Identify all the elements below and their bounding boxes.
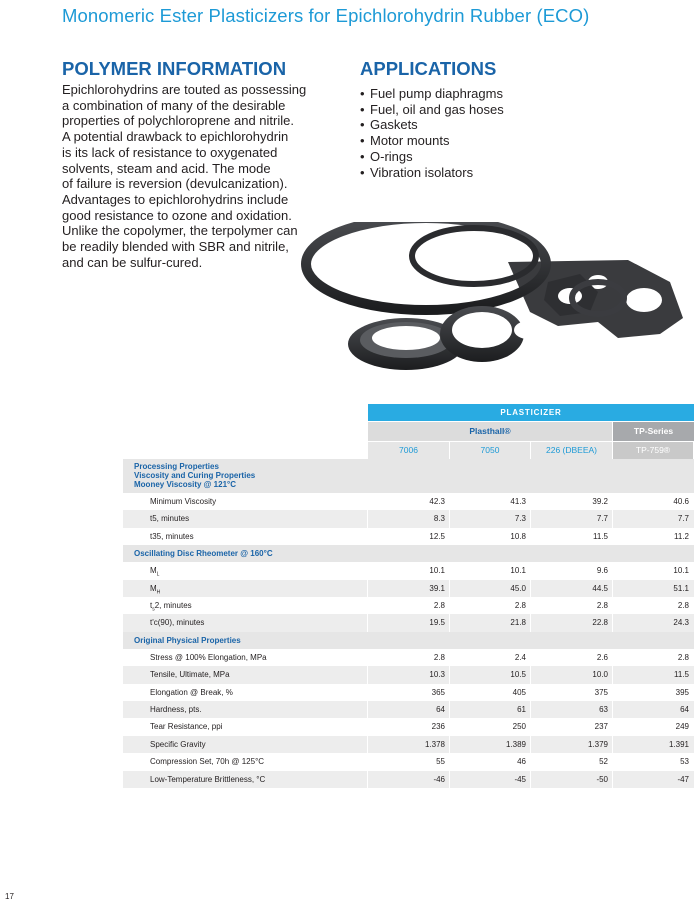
table-cell: 365 (431, 687, 445, 697)
table-row (123, 701, 694, 718)
table-cell: -46 (433, 774, 445, 784)
table-row (123, 528, 694, 545)
table-cell: 10.1 (673, 566, 689, 576)
table-row (123, 510, 694, 527)
table-cell: 44.5 (592, 583, 608, 593)
table-row (123, 649, 694, 666)
application-label: Vibration isolators (370, 164, 474, 180)
table-cell: 12.5 (429, 531, 445, 541)
application-label: Gaskets (370, 117, 418, 133)
table-cell: 2.4 (514, 652, 526, 662)
table-cell: 41.3 (510, 497, 526, 506)
table-cell: 40.6 (673, 497, 689, 506)
document-title: Monomeric Ester Plasticizers for Epichlorohydrin Rubber (ECO) (62, 5, 590, 26)
row-label-main: M (150, 566, 157, 576)
family-tp-series: TP-Series (613, 422, 694, 441)
table-cell: 2.8 (433, 652, 445, 662)
row-label: Hardness, pts. (150, 705, 202, 714)
grade-header-row (368, 442, 694, 459)
application-label: Fuel, oil and gas hoses (370, 101, 504, 117)
applications-heading: APPLICATIONS (360, 58, 497, 79)
table-cell: 250 (512, 722, 526, 732)
table-cell: 9.6 (596, 566, 608, 576)
row-label-main: t (150, 601, 153, 610)
application-item (360, 149, 504, 165)
row-label: Compression Set, 70h @ 125°C (150, 757, 265, 767)
row-label-main: M (150, 583, 157, 593)
table-cell: 64 (436, 705, 445, 714)
polymer-text-line: Epichlorohydrins are touted as possessing (62, 82, 307, 97)
section-title-line: Viscosity and Curing Properties (134, 471, 256, 480)
table-cell: 7.3 (514, 514, 526, 524)
family-header-row (368, 422, 694, 439)
application-label: O-rings (370, 148, 413, 164)
row-label-subscript: H (156, 589, 161, 596)
table-cell: 8.3 (433, 514, 445, 524)
polymer-information-heading: POLYMER INFORMATION (62, 58, 287, 79)
table-cell: 11.5 (593, 531, 608, 541)
table-cell: 51.1 (673, 583, 689, 593)
row-label-rest: 2, minutes (154, 601, 192, 610)
table-row (123, 614, 694, 631)
table-cell: 22.8 (592, 618, 608, 628)
polymer-text-line: be readily blended with SBR and nitrile, (62, 239, 289, 255)
section-header (123, 459, 694, 493)
row-label-subscript: L (156, 571, 160, 578)
table-cell: 7.7 (677, 514, 689, 524)
table-cell: 39.1 (429, 583, 445, 593)
application-item (360, 86, 504, 102)
table-cell: 2.8 (596, 601, 608, 610)
section-title-line: Processing Properties (134, 462, 219, 471)
table-row (123, 666, 694, 683)
application-label: Motor mounts (370, 133, 450, 149)
table-cell: 52 (599, 757, 608, 767)
section-title (134, 462, 255, 489)
row-label: Elongation @ Break, % (150, 687, 233, 697)
table-cell: -50 (596, 774, 608, 784)
table-cell: 10.8 (510, 531, 526, 541)
table-cell: 2.8 (677, 601, 689, 610)
section-header (123, 545, 694, 562)
section-title-line: Oscillating Disc Rheometer @ 160°C (134, 549, 273, 559)
table-row (123, 718, 694, 735)
table-cell: 61 (517, 705, 526, 714)
table-cell: 1.378 (424, 739, 445, 749)
row-label-subscript: s (152, 606, 155, 613)
polymer-text-line: is its lack of resistance to oxygenated (62, 144, 278, 160)
bullet-icon: • (360, 101, 365, 117)
polymer-text-line: Unlike the copolymer, the terpolymer can (62, 223, 298, 239)
table-cell: 375 (594, 687, 608, 697)
table-cell: 10.3 (429, 670, 445, 680)
table-cell: 21.8 (510, 618, 526, 628)
table-cell: 11.5 (674, 670, 689, 680)
plasticizer-band: PLASTICIZER (368, 404, 694, 421)
polymer-text-line: A potential drawback to epichlorohydrin (62, 129, 289, 145)
polymer-text-line: Advantages to epichlorohydrins include (62, 191, 289, 207)
section-title (134, 549, 273, 558)
bullet-icon: • (360, 86, 365, 101)
table-cell: -47 (677, 774, 689, 784)
rubber-seals-photo (298, 222, 698, 398)
table-cell: 1.389 (505, 739, 526, 749)
table-cell: 405 (512, 687, 526, 697)
table-cell: 236 (431, 722, 445, 732)
table-cell: 63 (599, 705, 608, 714)
table-cell: 10.0 (592, 670, 608, 680)
table-cell: 2.8 (514, 601, 526, 610)
table-row (123, 771, 694, 788)
polymer-information-text (62, 82, 324, 270)
table-cell: 10.5 (510, 670, 526, 680)
table-row (123, 753, 694, 770)
table-cell: 45.0 (510, 583, 526, 593)
section-title (134, 636, 241, 645)
page-number: 17 (5, 892, 14, 901)
application-item (360, 117, 504, 133)
polymer-text-line: solvents, steam and acid. The mode (62, 160, 271, 176)
table-cell: -45 (514, 774, 526, 784)
table-cell: 39.2 (592, 497, 608, 506)
bullet-icon: • (360, 133, 365, 149)
row-label: Specific Gravity (150, 739, 206, 749)
grade-header: 226 (DBEEA) (531, 442, 613, 459)
bullet-icon: • (360, 148, 365, 164)
row-label: Tensile, Ultimate, MPa (150, 670, 230, 680)
table-cell: 53 (680, 757, 689, 767)
table-cell: 46 (517, 757, 526, 767)
polymer-text-line: of failure is reversion (devulcanization). (62, 176, 288, 192)
polymer-text-line: a combination of many of the desirable (62, 97, 286, 113)
polymer-text-line: good resistance to ozone and oxidation. (62, 207, 292, 223)
applications-list (360, 86, 504, 180)
table-cell: 24.3 (673, 618, 689, 628)
table-row (123, 684, 694, 701)
bullet-icon: • (360, 117, 365, 133)
table-cell: 19.5 (429, 618, 445, 628)
table-cell: 2.8 (433, 601, 445, 610)
bullet-icon: • (360, 164, 365, 180)
row-label: t35, minutes (150, 531, 194, 541)
table-row (123, 736, 694, 753)
table-cell: 395 (675, 687, 689, 697)
polymer-text-line: and can be sulfur-cured. (62, 254, 203, 270)
table-cell: 64 (680, 705, 689, 714)
row-label: Minimum Viscosity (150, 497, 217, 506)
grade-header: 7050 (450, 442, 531, 459)
application-item (360, 133, 504, 149)
row-label: Low-Temperature Brittleness, °C (150, 774, 266, 784)
section-header (123, 632, 694, 649)
table-row (123, 493, 694, 510)
application-item (360, 102, 504, 118)
table-cell: 1.391 (668, 739, 689, 749)
table-cell: 11.2 (674, 531, 689, 541)
table-cell: 55 (436, 757, 445, 767)
application-item (360, 165, 504, 181)
row-label: Stress @ 100% Elongation, MPa (150, 652, 267, 662)
family-plasthall: Plasthall® (368, 422, 612, 441)
table-cell: 249 (675, 722, 689, 732)
table-cell: 42.3 (429, 497, 445, 506)
grade-header: 7006 (368, 442, 450, 459)
table-cell: 2.6 (596, 652, 608, 662)
table-row (123, 562, 694, 579)
table-row (123, 580, 694, 597)
row-label: Tear Resistance, ppi (150, 722, 223, 732)
section-title-line: Mooney Viscosity @ 121°C (134, 480, 236, 489)
polymer-text-line: properties of polychloroprene and nitrile. (62, 113, 294, 129)
table-cell: 10.1 (510, 566, 526, 576)
table-row (123, 597, 694, 614)
section-title-line: Original Physical Properties (134, 635, 241, 645)
table-cell: 7.7 (596, 514, 608, 524)
table-cell: 1.379 (587, 739, 608, 749)
application-label: Fuel pump diaphragms (370, 86, 503, 101)
table-cell: 237 (594, 722, 608, 732)
table-cell: 2.8 (677, 652, 689, 662)
table-cell: 10.1 (429, 566, 445, 576)
row-label: t'c(90), minutes (150, 618, 205, 628)
row-label: t5, minutes (150, 514, 190, 524)
grade-header: TP-759® (613, 442, 694, 459)
